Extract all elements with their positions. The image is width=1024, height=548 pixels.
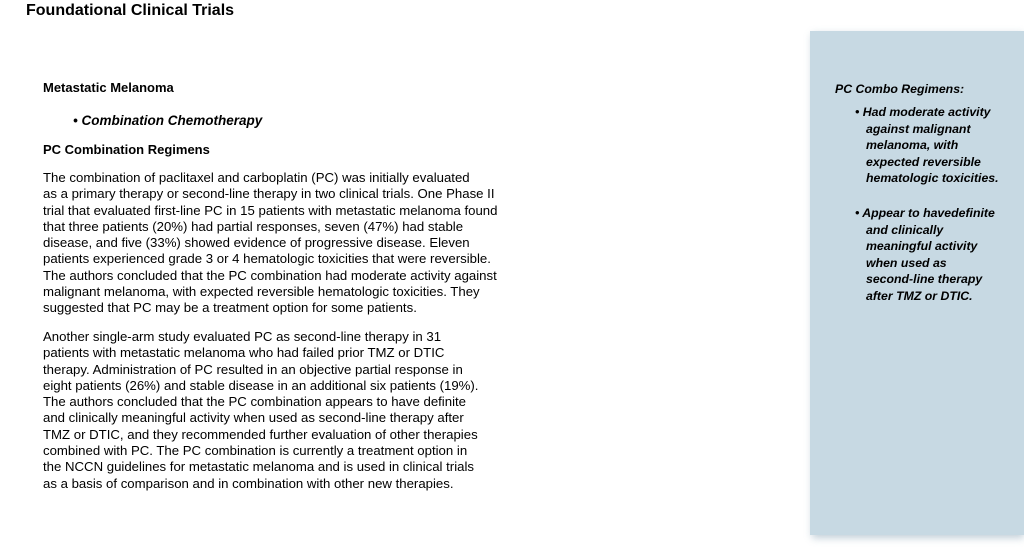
sidebar-bullet-line: when used as bbox=[866, 255, 947, 270]
paragraph-line: and clinically meaningful activity when used as second-line therapy after bbox=[43, 410, 464, 426]
paragraph-line: disease, and five (33%) showed evidence of progressive disease. Eleven bbox=[43, 235, 470, 251]
sidebar-bullet-line: • Appear to havedefinite bbox=[855, 206, 995, 220]
paragraph-line: patients with metastatic melanoma who had failed prior TMZ or DTIC bbox=[43, 345, 445, 361]
sidebar-bullet-line: after TMZ or DTIC. bbox=[866, 288, 973, 303]
paragraph-line: malignant melanoma, with expected reversible hematologic toxicities. They bbox=[43, 284, 480, 300]
bullet-item: • Combination Chemotherapy bbox=[73, 113, 263, 128]
summary-sidebar bbox=[810, 31, 1024, 535]
paragraph-line: Another single-arm study evaluated PC as second-line therapy in 31 bbox=[43, 329, 442, 344]
paragraph-line: trial that evaluated first-line PC in 15 patients with metastatic melanoma found bbox=[43, 202, 498, 218]
paragraph-line: patients experienced grade 3 or 4 hematologic toxicities that were reversible. bbox=[43, 251, 491, 267]
paragraph-line: as a basis of comparison and in combination with other new therapies. bbox=[43, 475, 454, 491]
paragraph-2 bbox=[43, 329, 478, 492]
sidebar-bullet bbox=[855, 205, 995, 305]
sidebar-bullet-line: second-line therapy bbox=[866, 272, 983, 287]
sidebar-heading: PC Combo Regimens: bbox=[835, 82, 965, 96]
sidebar-bullet-line: • Had moderate activity bbox=[855, 105, 991, 119]
paragraph-line: The authors concluded that the PC combination had moderate activity against bbox=[43, 267, 497, 283]
page-title: Foundational Clinical Trials bbox=[26, 2, 235, 19]
sidebar-bullet-line: expected reversible bbox=[866, 154, 981, 169]
paragraph-line: TMZ or DTIC, and they recommended further evaluation of other therapies bbox=[43, 426, 478, 442]
sidebar-bullet bbox=[855, 104, 999, 187]
subheading: PC Combination Regimens bbox=[43, 142, 210, 157]
sidebar-bullet-line: and clinically bbox=[866, 222, 944, 237]
section-heading: Metastatic Melanoma bbox=[43, 80, 174, 95]
paragraph-line: The authors concluded that the PC combination appears to have definite bbox=[43, 394, 467, 410]
paragraph-line: suggested that PC may be a treatment option for some patients. bbox=[43, 300, 417, 316]
paragraph-line: The combination of paclitaxel and carboplatin (PC) was initially evaluated bbox=[43, 170, 470, 185]
paragraph-line: therapy. Administration of PC resulted in an objective partial response in bbox=[43, 361, 463, 377]
paragraph-line: as a primary therapy or second-line therapy in two clinical trials. One Phase II bbox=[43, 186, 495, 202]
sidebar-bullet-line: against malignant bbox=[866, 121, 971, 136]
paragraph-1 bbox=[43, 170, 497, 317]
sidebar-bullet-line: melanoma, with bbox=[866, 138, 959, 153]
paragraph-line: combined with PC. The PC combination is currently a treatment option in bbox=[43, 443, 468, 459]
sidebar-bullet-line: hematologic toxicities. bbox=[866, 171, 999, 186]
paragraph-line: the NCCN guidelines for metastatic melanoma and is used in clinical trials bbox=[43, 459, 474, 475]
sidebar-bullet-line: meaningful activity bbox=[866, 239, 978, 254]
paragraph-line: eight patients (26%) and stable disease in an additional six patients (19%). bbox=[43, 377, 479, 393]
paragraph-line: that three patients (20%) had partial responses, seven (47%) had stable bbox=[43, 218, 464, 234]
